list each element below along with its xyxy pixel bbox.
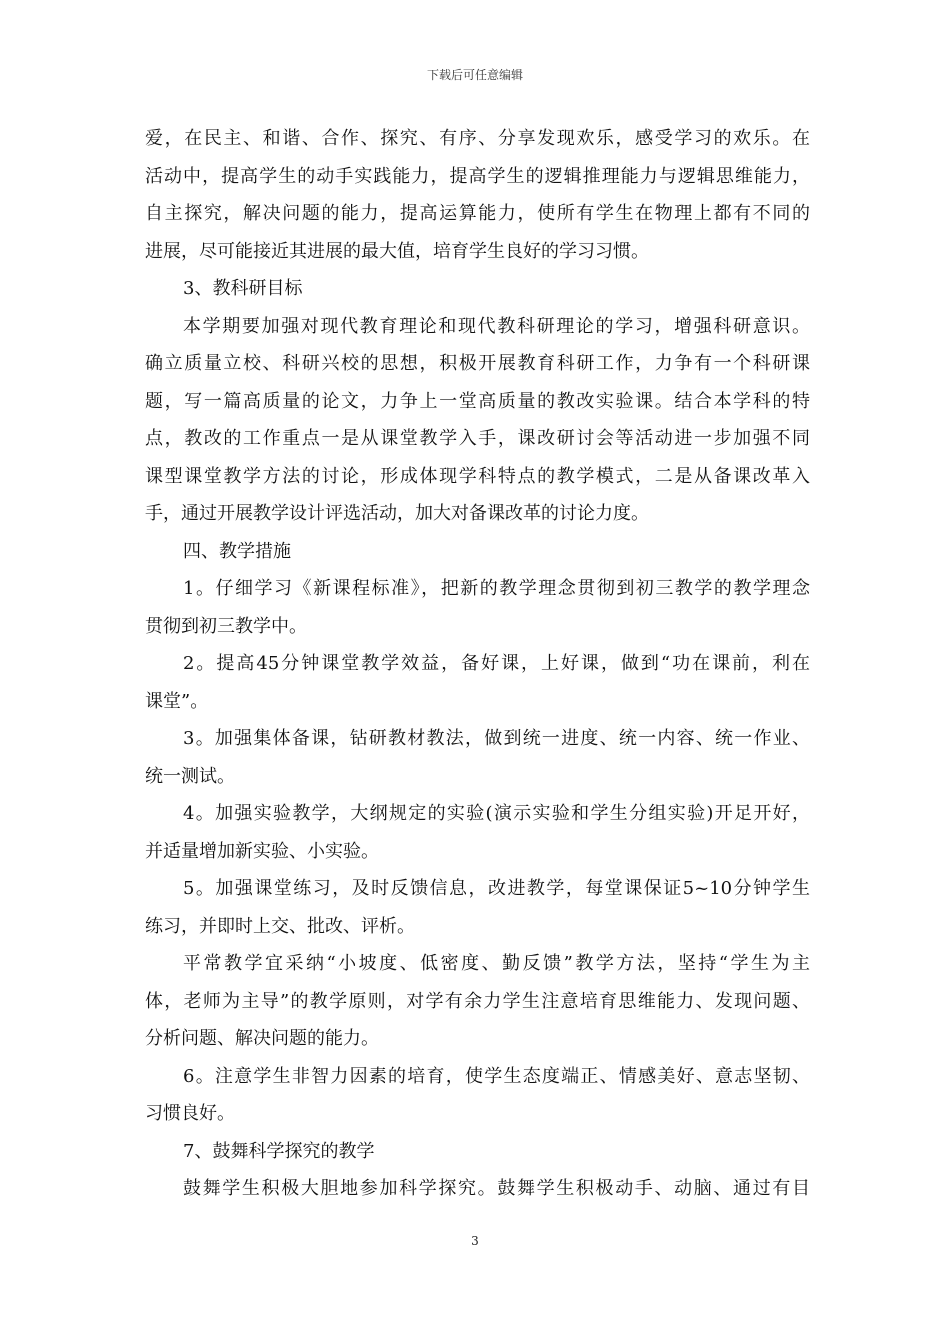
document-body <box>145 120 810 1208</box>
body-line: 题，写一篇高质量的论文，力争上一堂高质量的教改实验课。结合本学科的特 <box>145 390 810 412</box>
list-item-line: 6。注意学生非智力因素的培育，使学生态度端正、情感美好、意志坚韧、 <box>183 1065 810 1087</box>
body-line: 进展，尽可能接近其进展的最大值，培育学生良好的学习习惯。 <box>145 240 649 262</box>
list-item-line: 贯彻到初三教学中。 <box>145 615 307 637</box>
list-item-line: 习惯良好。 <box>145 1103 235 1124</box>
list-item-line: 统一测试。 <box>145 765 235 787</box>
list-item-line: 3。加强集体备课，钻研教材教法，做到统一进度、统一内容、统一作业、 <box>183 728 810 749</box>
body-line: 本学期要加强对现代教育理论和现代教科研理论的学习，增强科研意识。 <box>183 315 810 337</box>
body-line: 体，老师为主导”的教学原则，对学有余力学生注意培育思维能力、发现问题、 <box>145 990 810 1012</box>
body-line: 爱，在民主、和谐、合作、探究、有序、分享发现欢乐，感受学习的欢乐。在 <box>145 128 810 149</box>
list-item-line: 并适量增加新实验、小实验。 <box>145 840 379 862</box>
body-line: 平常教学宜采纳“小坡度、低密度、勤反馈”教学方法，坚持“学生为主 <box>183 953 810 974</box>
page-header-note: 下载后可任意编辑 <box>426 68 523 82</box>
body-line: 鼓舞学生积极大胆地参加科学探究。鼓舞学生积极动手、动脑、通过有目 <box>183 1178 810 1199</box>
list-item-line: 练习，并即时上交、批改、评析。 <box>145 915 415 937</box>
body-line: 课型课堂教学方法的讨论，形成体现学科特点的教学模式，二是从备课改革入 <box>145 465 810 487</box>
list-item-line: 5。加强课堂练习，及时反馈信息，改进教学，每堂课保证5~10分钟学生 <box>183 878 810 899</box>
section-heading: 3、教科研目标 <box>183 278 303 299</box>
page-number: 3 <box>471 1234 479 1248</box>
list-item-line: 课堂”。 <box>145 690 209 712</box>
body-line: 确立质量立校、科研兴校的思想，积极开展教育科研工作，力争有一个科研课 <box>145 353 810 374</box>
section-heading: 四、教学措施 <box>183 540 291 562</box>
list-item-line: 4。加强实验教学，大纲规定的实验(演示实验和学生分组实验)开足开好， <box>183 803 810 824</box>
section-heading: 7、鼓舞科学探究的教学 <box>183 1140 375 1162</box>
list-item-line: 1。仔细学习《新课程标准》，把新的教学理念贯彻到初三教学的教学理念 <box>183 578 810 599</box>
body-line: 活动中，提高学生的动手实践能力，提高学生的逻辑推理能力与逻辑思维能力， <box>145 165 810 187</box>
list-item-line: 2。提高45分钟课堂教学效益，备好课，上好课，做到“功在课前，利在 <box>183 653 810 674</box>
body-line: 分析问题、解决问题的能力。 <box>145 1028 379 1049</box>
body-line: 手，通过开展教学设计评选活动，加大对备课改革的讨论力度。 <box>145 503 649 524</box>
body-line: 点，教改的工作重点一是从课堂教学入手，课改研讨会等活动进一步加强不同 <box>145 428 810 449</box>
body-line: 自主探究，解决问题的能力，提高运算能力，使所有学生在物理上都有不同的 <box>145 203 810 224</box>
